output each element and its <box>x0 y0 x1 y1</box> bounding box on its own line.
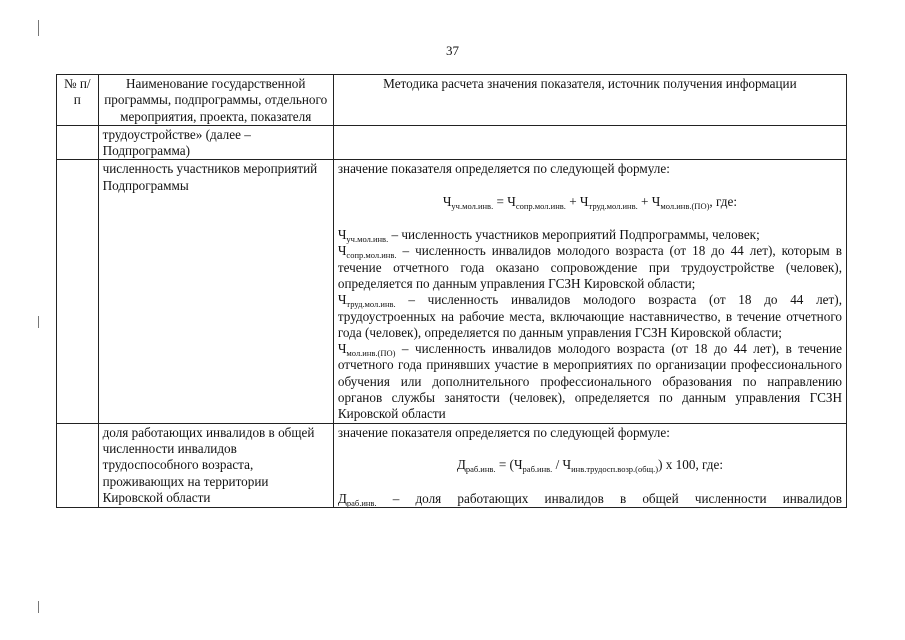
definition: $Ч_{мол.инв.(ПО)}$ – численность инвалидов молодого возраста (от 18 до 44 лет), в течение отчетного года принявших участие в мероприятиях по организации профессионального обучения или дополнительного профессионального образования по направлению органов службы занятости (человек), определяется по данным управления ГСЗН Кировской области <box>337 341 842 422</box>
row-num <box>57 160 99 423</box>
row-name: доля работающих инвалидов в общей численности инвалидов трудоспособного возраста, проживающих на территории Кировской области <box>98 423 333 508</box>
formula-intro: значение показателя определяется по следующей формуле: <box>337 424 670 440</box>
table-row <box>57 125 847 160</box>
page-number: 37 <box>446 43 459 58</box>
row-method <box>333 423 846 508</box>
margin-mark <box>38 316 39 328</box>
definition: $Ч_{сопр.мол.инв.}$ – численность инвалидов молодого возраста (от 18 до 44 лет), которым в течение отчетного года оказано сопровождение при трудоустройстве (человек), определяется по данным управления ГСЗН Кировской области; <box>337 243 842 291</box>
row-method <box>333 160 846 423</box>
row-method <box>333 125 846 160</box>
table-row <box>57 160 847 423</box>
row-num <box>57 125 99 160</box>
header-num: № п/п <box>57 75 99 126</box>
table-row <box>57 423 847 508</box>
formula: $Д_{раб.инв.} = (Ч_{раб.инв.} / Ч_{инв.трудосп.возр.(общ.)})$ x 100, где: <box>456 456 724 474</box>
definition: $Ч_{труд.мол.инв.}$ – численность инвалидов молодого возраста (от 18 до 44 лет), трудоустроенных на рабочие места, включающие наставничество, в течение отчетного года (человек), определяется по данным управления ГСЗН Кировской области; <box>337 292 842 340</box>
formula: $Ч_{уч.мол.инв.} = Ч_{сопр.мол.инв.} + Ч_{труд.мол.инв.} + Ч_{мол.инв.(ПО)}$, где: <box>442 193 737 211</box>
row-name: численность участников мероприятий Подпрограммы <box>98 160 333 423</box>
margin-mark <box>38 601 39 613</box>
row-name: трудоустройстве» (далее – Подпрограмма) <box>98 125 333 160</box>
header-name: Наименование государственной программы, подпрограммы, отдельного мероприятия, проекта, показателя <box>98 75 333 126</box>
row-num <box>57 423 99 508</box>
definition: $Ч_{уч.мол.инв.}$ – численность участников мероприятий Подпрограммы, человек; <box>337 227 760 245</box>
definition: $Д_{раб.инв.}$ – доля работающих инвалидов в общей численности инвалидов <box>337 491 842 508</box>
table-header-row <box>57 75 847 126</box>
formula-intro: значение показателя определяется по следующей формуле: <box>337 161 670 177</box>
indicators-table <box>56 74 847 508</box>
header-method: Методика расчета значения показателя, источник получения информации <box>333 75 846 126</box>
margin-mark <box>38 20 39 36</box>
